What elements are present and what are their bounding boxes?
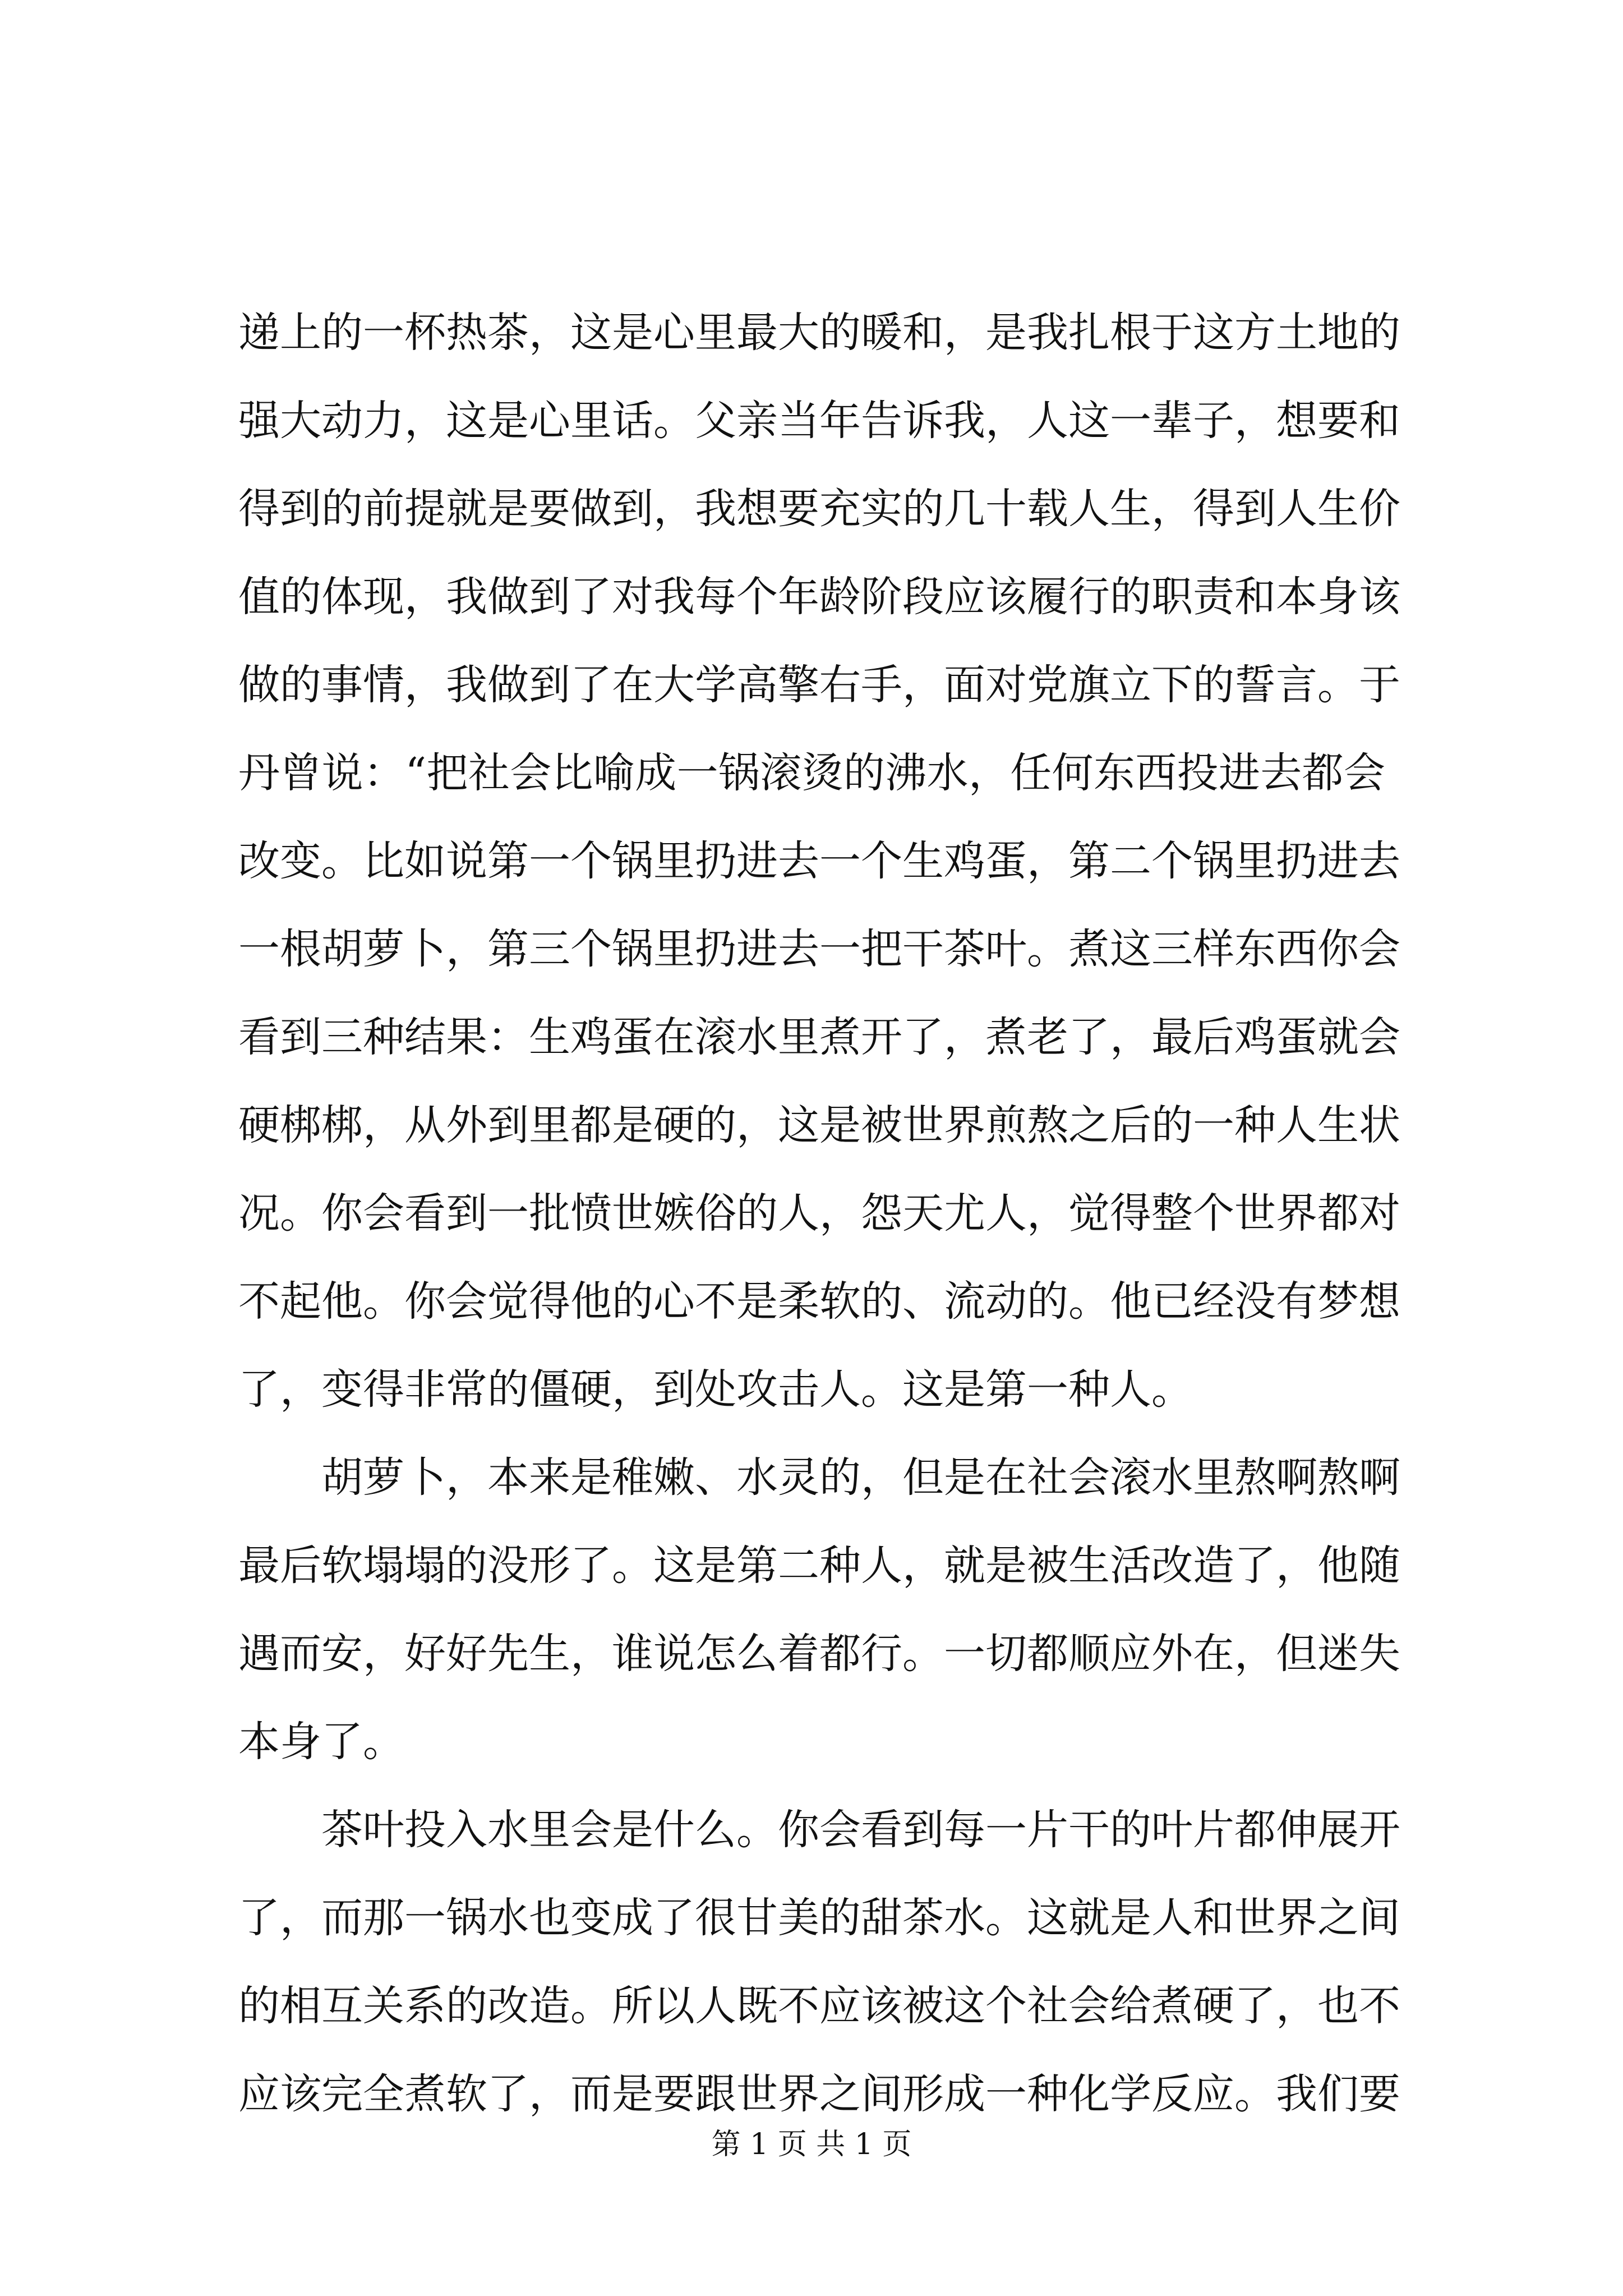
text-line: 的相互关系的改造。所以人既不应该被这个社会给煮硬了，也不 xyxy=(238,1982,1400,2030)
text-line: 看到三种结果：生鸡蛋在滚水里煮开了，煮老了，最后鸡蛋就会 xyxy=(238,1013,1400,1061)
text-line: 硬梆梆，从外到里都是硬的，这是被世界煎熬之后的一种人生状 xyxy=(238,1101,1400,1149)
text-line: 本身了。 xyxy=(238,1718,404,1766)
text-line: 改变。比如说第一个锅里扔进去一个生鸡蛋，第二个锅里扔进去 xyxy=(238,837,1400,885)
text-line: 丹曾说：“把社会比喻成一锅滚烫的沸水，任何东西投进去都会 xyxy=(238,749,1385,797)
text-line: 递上的一杯热茶，这是心里最大的暖和，是我扎根于这方土地的 xyxy=(238,309,1400,357)
text-line: 强大动力，这是心里话。父亲当年告诉我，人这一辈子，想要和 xyxy=(238,397,1400,445)
text-line: 不起他。你会觉得他的心不是柔软的、流动的。他已经没有梦想 xyxy=(238,1277,1400,1326)
text-line: 应该完全煮软了，而是要跟世界之间形成一种化学反应。我们要 xyxy=(238,2070,1400,2118)
text-line: 况。你会看到一批愤世嫉俗的人，怨天尤人，觉得整个世界都对 xyxy=(238,1189,1400,1237)
text-line: 最后软塌塌的没形了。这是第二种人，就是被生活改造了，他随 xyxy=(238,1542,1400,1590)
text-line: 了，而那一锅水也变成了很甘美的甜茶水。这就是人和世界之间 xyxy=(238,1894,1400,1942)
text-line: 得到的前提就是要做到，我想要充实的几十载人生，得到人生价 xyxy=(238,485,1400,533)
document-body xyxy=(238,289,1400,2138)
text-line: 胡萝卜，本来是稚嫩、水灵的，但是在社会滚水里熬啊熬啊 xyxy=(321,1453,1400,1502)
page-footer: 第 1 页 共 1 页 xyxy=(711,2128,912,2161)
text-line: 了，变得非常的僵硬，到处攻击人。这是第一种人。 xyxy=(238,1365,1193,1414)
text-line: 做的事情，我做到了在大学高擎右手，面对党旗立下的誓言。于 xyxy=(238,661,1400,709)
text-line: 遇而安，好好先生，谁说怎么着都行。一切都顺应外在，但迷失 xyxy=(238,1630,1400,1678)
text-line: 一根胡萝卜，第三个锅里扔进去一把干茶叶。煮这三样东西你会 xyxy=(238,925,1400,973)
text-line: 茶叶投入水里会是什么。你会看到每一片干的叶片都伸展开 xyxy=(321,1806,1400,1854)
text-line: 值的体现，我做到了对我每个年龄阶段应该履行的职责和本身该 xyxy=(238,573,1400,621)
